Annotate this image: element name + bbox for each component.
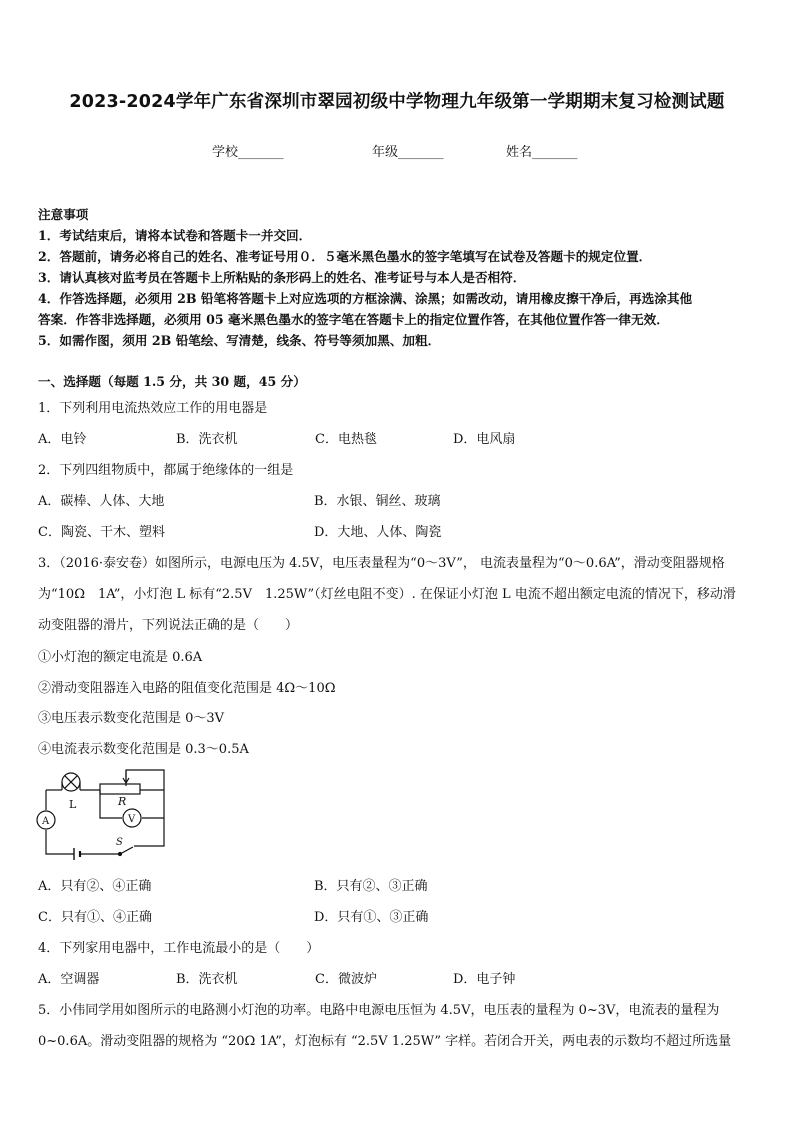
notice-heading: 注意事项 [38, 207, 89, 222]
notice-item: 2．答题前，请务必将自己的姓名、准考证号用０．５毫米黑色墨水的签字笔填写在试卷及答题卡的规定位置． [38, 249, 652, 264]
q4-option-c[interactable]: C．微波炉 [315, 972, 377, 987]
exam-title: 2023-2024学年广东省深圳市翠园初级中学物理九年级第一学期期末复习检测试题 [69, 92, 725, 112]
switch-label: S [116, 837, 123, 848]
q3-statement: ①小灯泡的额定电流是 0.6A [38, 650, 203, 665]
circuit-labels [36, 768, 176, 860]
school-field[interactable]: 学校_______ [212, 145, 284, 160]
q3-option-b[interactable]: B．只有②、③正确 [314, 879, 428, 894]
q2-option-b[interactable]: B．水银、铜丝、玻璃 [314, 494, 441, 509]
q4-option-d[interactable]: D．电子钟 [453, 972, 516, 987]
notice-item: 答案．作答非选择题，必须用 05 毫米黑色墨水的签字笔在答题卡上的指定位置作答，在其他位置作答一律无效． [38, 312, 669, 327]
notice-item: 3．请认真核对监考员在答题卡上所粘贴的条形码上的姓名、准考证号与本人是否相符． [38, 270, 526, 285]
q2-option-a[interactable]: A．碳棒、人体、大地 [38, 494, 165, 509]
q3-option-c[interactable]: C．只有①、④正确 [38, 910, 152, 925]
q1-option-b[interactable]: B．洗衣机 [176, 432, 238, 447]
q4-option-b[interactable]: B．洗衣机 [176, 972, 238, 987]
notice-item: 1．考试结束后，请将本试卷和答题卡一并交回． [38, 228, 312, 243]
q4-option-a[interactable]: A．空调器 [38, 972, 100, 987]
q3-statement: ④电流表示数变化范围是 0.3～0.5A [38, 742, 249, 757]
question-4-stem: 4．下列家用电器中，工作电流最小的是（ ） [38, 941, 320, 956]
notice-item: 5．如需作图，须用 2B 铅笔绘、写清楚，线条、符号等须加黑、加粗． [38, 333, 441, 348]
section-heading: 一、选择题（每题 1.5 分，共 30 题，45 分） [38, 374, 306, 389]
q1-option-a[interactable]: A．电铃 [38, 432, 87, 447]
rheostat-label: R [118, 795, 127, 808]
q2-option-d[interactable]: D．大地、人体、陶瓷 [314, 525, 442, 540]
q3-option-d[interactable]: D．只有①、③正确 [314, 910, 429, 925]
question-3-stem-line: 为“10Ω 1A”，小灯泡 L 标有“2.5V 1.25W”（灯丝电阻不变）. 在保证小灯泡 L 电流不超出额定电流的情况下，移动滑 [38, 587, 736, 602]
lamp-label: L [69, 798, 77, 811]
grade-field[interactable]: 年级_______ [372, 145, 444, 160]
question-5-stem-line: 0~0.6A。滑动变阻器的规格为 “20Ω 1A”，灯泡标有 “2.5V 1.25W” 字样。若闭合开关，两电表的示数均不超过所选量 [38, 1034, 732, 1049]
voltmeter-label: V [128, 814, 136, 825]
q1-option-c[interactable]: C．电热毯 [315, 432, 377, 447]
question-5-stem-line: 5．小伟同学用如图所示的电路测小灯泡的功率。电路中电源电压恒为 4.5V，电压表的量程为 0~3V，电流表的量程为 [38, 1003, 720, 1018]
q1-option-d[interactable]: D．电风扇 [453, 432, 516, 447]
question-1-stem: 1．下列利用电流热效应工作的用电器是 [38, 401, 268, 416]
q3-option-a[interactable]: A．只有②、④正确 [38, 879, 152, 894]
question-3-stem-line: 3．（2016·泰安卷）如图所示，电源电压为 4.5V，电压表量程为“0～3V”， 电流表量程为“0～0.6A”，滑动变阻器规格 [38, 556, 725, 571]
notice-item: 4．作答选择题，必须用 2B 铅笔将答题卡上对应选项的方框涂满、涂黑；如需改动，请用橡皮擦干净后，再选涂其他 [38, 291, 693, 306]
name-field[interactable]: 姓名_______ [506, 145, 578, 160]
q3-statement: ③电压表示数变化范围是 0～3V [38, 711, 225, 726]
question-2-stem: 2．下列四组物质中，都属于绝缘体的一组是 [38, 463, 294, 478]
q2-option-c[interactable]: C．陶瓷、干木、塑料 [38, 525, 165, 540]
question-3-stem-line: 动变阻器的滑片，下列说法正确的是（ ） [38, 618, 299, 633]
ammeter-label: A [42, 816, 50, 827]
q3-statement: ②滑动变阻器连入电路的阻值变化范围是 4Ω～10Ω [38, 681, 336, 696]
